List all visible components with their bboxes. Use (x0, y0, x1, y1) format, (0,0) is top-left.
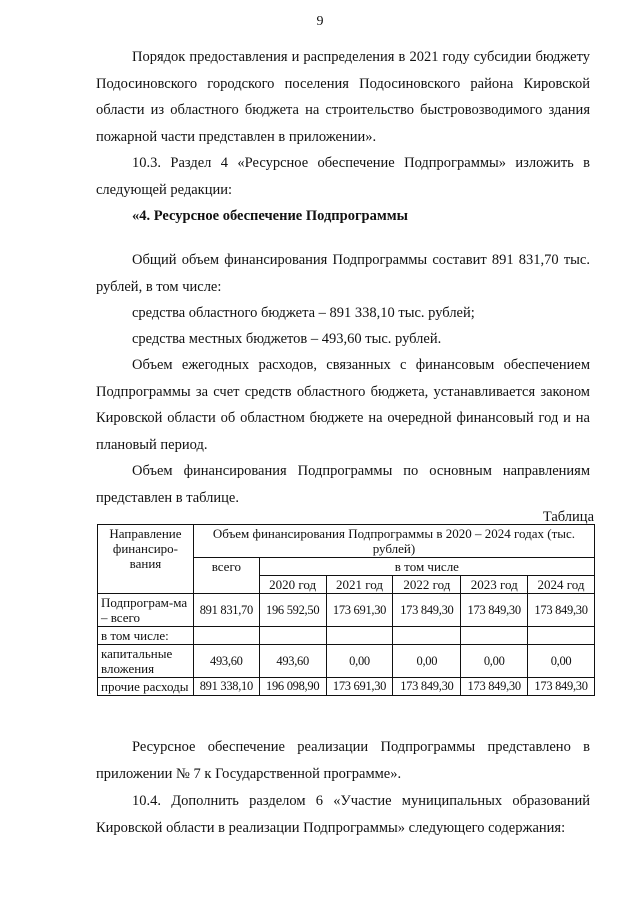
paragraph-resource-support: Ресурсное обеспечение реализации Подпрограммы представлено в приложении № 7 к Государственной программе». (96, 739, 590, 782)
table-cell: 0,00 (393, 645, 461, 678)
row-label: прочие расходы (98, 678, 194, 696)
table-cell: 173 691,30 (326, 594, 393, 627)
section-heading: «4. Ресурсное обеспечение Подпрограммы (132, 208, 408, 224)
table-cell (393, 627, 461, 645)
table-cell (528, 627, 595, 645)
table-cell: 173 849,30 (461, 678, 528, 696)
header-total: всего (193, 558, 259, 594)
paragraph-section-6-addition: 10.4. Дополнить разделом 6 «Участие муниципальных образований Кировской области в реализации Подпрограммы» следующего содержания: (96, 793, 590, 836)
table-header-row (98, 525, 595, 558)
table-cell: 173 691,30 (326, 678, 393, 696)
paragraph-section-4-amendment: 10.3. Раздел 4 «Ресурсное обеспечение Подпрограммы» изложить в следующей редакции: (96, 155, 590, 198)
paragraph-local-budget: средства местных бюджетов – 493,60 тыс. рублей. (132, 331, 442, 347)
row-label: в том числе: (98, 627, 194, 645)
page-number: 9 (316, 14, 324, 29)
table-cell: 0,00 (326, 645, 393, 678)
table-cell: 173 849,30 (393, 594, 461, 627)
paragraph-total-funding: Общий объем финансирования Подпрограммы составит 891 831,70 тыс. рублей, в том числе: (96, 252, 590, 295)
table-cell (326, 627, 393, 645)
table-cell: 493,60 (193, 645, 259, 678)
table-cell: 196 098,90 (259, 678, 326, 696)
table-cell (193, 627, 259, 645)
paragraph-table-intro: Объем финансирования Подпрограммы по основным направлениям представлен в таблице. (96, 463, 590, 506)
table-cell (259, 627, 326, 645)
table-cell: 891 831,70 (193, 594, 259, 627)
header-including: в том числе (259, 558, 594, 576)
table-cell: 891 338,10 (193, 678, 259, 696)
table-cell: 173 849,30 (393, 678, 461, 696)
table-cell (461, 627, 528, 645)
funding-table (97, 524, 595, 696)
table-row (98, 678, 595, 696)
row-label: Подпрограм-ма – всего (98, 594, 194, 627)
table-cell: 173 849,30 (461, 594, 528, 627)
paragraph-regional-budget: средства областного бюджета – 891 338,10 тыс. рублей; (132, 305, 475, 321)
header-year: 2024 год (528, 576, 595, 594)
header-year: 2020 год (259, 576, 326, 594)
paragraph-annual-expenses: Объем ежегодных расходов, связанных с финансовым обеспечением Подпрограммы за счет средств областного бюджета, устанавливается законом Кировской области об областном бюджете на очередной финансовый год и на плановый период. (96, 357, 590, 453)
table-row (98, 645, 595, 678)
header-year: 2021 год (326, 576, 393, 594)
header-direction: Направление финансиро-вания (98, 525, 194, 594)
table-cell: 0,00 (528, 645, 595, 678)
table-cell: 173 849,30 (528, 594, 595, 627)
table-cell: 493,60 (259, 645, 326, 678)
header-year: 2023 год (461, 576, 528, 594)
header-year: 2022 год (393, 576, 461, 594)
table-caption: Таблица (542, 509, 594, 525)
table-row (98, 594, 595, 627)
row-label: капитальные вложения (98, 645, 194, 678)
table-cell: 0,00 (461, 645, 528, 678)
table-cell: 173 849,30 (528, 678, 595, 696)
table-row (98, 627, 595, 645)
table-cell: 196 592,50 (259, 594, 326, 627)
header-volume: Объем финансирования Подпрограммы в 2020 – 2024 годах (тыс. рублей) (193, 525, 594, 558)
paragraph-subsidy-order: Порядок предоставления и распределения в 2021 году субсидии бюджету Подосиновского городского поселения Подосиновского района Кировской области из областного бюджета на строительство быстровозводимого здания пожарной части представлен в приложении». (96, 49, 590, 145)
